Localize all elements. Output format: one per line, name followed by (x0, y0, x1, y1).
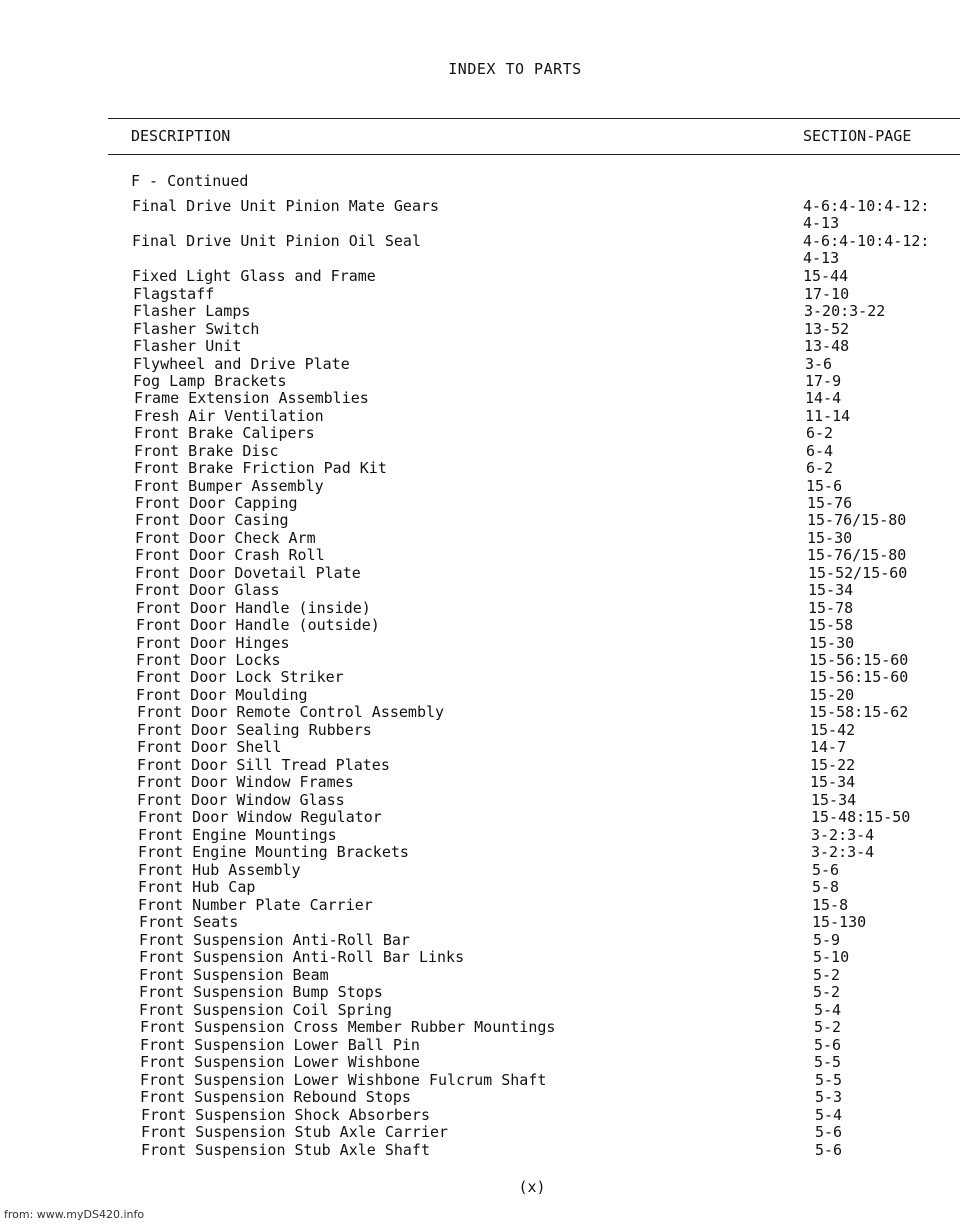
entry-section-page: 15-30 (809, 634, 855, 652)
entry-description: Front Suspension Lower Wishbone (140, 1053, 420, 1071)
entry-description: Fresh Air Ventilation (134, 407, 324, 425)
entry-description: Front Suspension Lower Wishbone Fulcrum Shaft (140, 1071, 547, 1089)
entry-section-page: 15-22 (810, 756, 856, 774)
entry-section-page: 5-2 (813, 966, 841, 984)
entry-description: Front Door Lock Striker (136, 668, 344, 686)
page-number: (x) (518, 1178, 546, 1196)
source-footer: from: www.myDS420.info (4, 1208, 145, 1221)
entry-description: Front Suspension Cross Member Rubber Mountings (140, 1018, 556, 1036)
entry-section-page: 14-7 (810, 738, 847, 756)
entry-section-page: 13-48 (804, 337, 850, 355)
entry-description: Front Brake Calipers (134, 424, 315, 442)
entry-section-page: 5-2 (813, 983, 841, 1001)
entry-description: Final Drive Unit Pinion Mate Gears (132, 197, 440, 215)
entry-description: Front Suspension Anti-Roll Bar Links (139, 948, 465, 966)
entry-section-page: 5-9 (813, 931, 841, 949)
entry-section-page: 5-5 (814, 1053, 842, 1071)
entry-section-page: 15-8 (812, 896, 849, 914)
entry-section-page: 4-6:4-10:4-12: 4-13 (803, 197, 930, 232)
column-header-section-page: SECTION-PAGE (803, 127, 912, 145)
entry-section-page: 17-9 (805, 372, 842, 390)
entry-description: Front Suspension Stub Axle Carrier (141, 1123, 449, 1141)
entry-description: Front Bumper Assembly (134, 477, 324, 495)
entry-description: Final Drive Unit Pinion Oil Seal (132, 232, 421, 250)
entry-description: Front Door Casing (135, 511, 289, 529)
entry-section-page: 6-2 (806, 459, 834, 477)
entry-description: Front Seats (139, 913, 239, 931)
entry-section-page: 3-6 (805, 355, 833, 373)
entry-description: Flasher Unit (133, 337, 242, 355)
entry-section-page: 6-2 (806, 424, 834, 442)
entry-section-page: 5-4 (815, 1106, 843, 1124)
entry-section-page: 15-30 (807, 529, 853, 547)
entry-description: Front Door Handle (outside) (136, 616, 380, 634)
entry-description: Front Door Sill Tread Plates (137, 756, 390, 774)
entry-description: Front Hub Cap (138, 878, 256, 896)
entry-description: Front Number Plate Carrier (138, 896, 373, 914)
entry-section-page: 15-6 (806, 477, 843, 495)
entry-description: Front Suspension Bump Stops (139, 983, 383, 1001)
entry-description: Front Door Window Glass (137, 791, 345, 809)
entry-section-page: 5-3 (815, 1088, 843, 1106)
entry-description: Flywheel and Drive Plate (133, 355, 350, 373)
entry-section-page: 14-4 (805, 389, 842, 407)
entry-section-page: 13-52 (804, 320, 850, 338)
entry-description: Front Door Remote Control Assembly (137, 703, 445, 721)
entry-section-page: 4-6:4-10:4-12: 4-13 (803, 232, 930, 267)
entry-section-page: 15-20 (809, 686, 855, 704)
entry-description: Front Engine Mounting Brackets (138, 843, 409, 861)
entry-section-page: 15-56:15-60 (809, 651, 909, 669)
entry-section-page: 15-56:15-60 (809, 668, 909, 686)
entry-description: Front Door Hinges (136, 634, 290, 652)
entry-description: Flasher Lamps (133, 302, 251, 320)
entry-description: Front Door Window Frames (137, 773, 354, 791)
entry-description: Front Brake Friction Pad Kit (134, 459, 387, 477)
section-label: F - Continued (131, 172, 249, 190)
entry-section-page: 15-76/15-80 (807, 511, 907, 529)
entry-description: Front Door Window Regulator (138, 808, 382, 826)
entry-description: Front Door Locks (136, 651, 281, 669)
entry-section-page: 5-8 (812, 878, 840, 896)
entry-description: Front Suspension Beam (139, 966, 329, 984)
entry-description: Fog Lamp Brackets (133, 372, 287, 390)
entry-description: Front Suspension Anti-Roll Bar (139, 931, 410, 949)
entry-description: Flasher Switch (133, 320, 260, 338)
entry-section-page: 15-34 (810, 773, 856, 791)
entry-section-page: 15-78 (808, 599, 854, 617)
entry-section-page: 3-2:3-4 (811, 843, 875, 861)
page-title: INDEX TO PARTS (448, 60, 582, 78)
entry-section-page: 5-6 (815, 1123, 843, 1141)
entry-section-page: 15-48:15-50 (811, 808, 911, 826)
entry-section-page: 3-2:3-4 (811, 826, 875, 844)
entry-description: Front Suspension Rebound Stops (140, 1088, 411, 1106)
entry-section-page: 5-2 (814, 1018, 842, 1036)
entry-description: Front Suspension Coil Spring (139, 1001, 392, 1019)
entry-description: Front Suspension Lower Ball Pin (140, 1036, 420, 1054)
entry-description: Front Brake Disc (134, 442, 279, 460)
entry-description: Front Door Handle (inside) (136, 599, 371, 617)
entry-description: Front Door Moulding (136, 686, 308, 704)
entry-section-page: 5-6 (815, 1141, 843, 1159)
entry-section-page: 15-34 (811, 791, 857, 809)
entry-description: Front Door Capping (135, 494, 298, 512)
entry-section-page: 5-6 (814, 1036, 842, 1054)
entry-section-page: 3-20:3-22 (804, 302, 886, 320)
entry-description: Front Door Crash Roll (135, 546, 325, 564)
column-header-description: DESCRIPTION (131, 127, 231, 145)
entry-description: Front Suspension Stub Axle Shaft (141, 1141, 430, 1159)
entry-description: Flagstaff (133, 285, 215, 303)
entry-section-page: 15-58:15-62 (809, 703, 909, 721)
entry-section-page: 5-10 (813, 948, 850, 966)
entry-section-page: 15-76/15-80 (807, 546, 907, 564)
entry-section-page: 15-34 (808, 581, 854, 599)
entry-description: Front Door Check Arm (135, 529, 316, 547)
entry-section-page: 5-5 (815, 1071, 843, 1089)
entry-section-page: 15-52/15-60 (808, 564, 908, 582)
entry-description: Front Door Glass (135, 581, 280, 599)
entry-section-page: 5-4 (814, 1001, 842, 1019)
entry-section-page: 15-130 (812, 913, 867, 931)
entry-section-page: 17-10 (804, 285, 850, 303)
entry-description: Front Door Sealing Rubbers (137, 721, 372, 739)
entry-description: Front Door Shell (137, 738, 282, 756)
entry-section-page: 11-14 (805, 407, 851, 425)
entry-section-page: 15-58 (808, 616, 854, 634)
entry-section-page: 15-44 (803, 267, 849, 285)
entry-section-page: 5-6 (812, 861, 840, 879)
entry-description: Front Door Dovetail Plate (135, 564, 361, 582)
entry-description: Fixed Light Glass and Frame (132, 267, 376, 285)
entry-section-page: 6-4 (806, 442, 834, 460)
entry-description: Frame Extension Assemblies (134, 389, 369, 407)
entry-description: Front Suspension Shock Absorbers (141, 1106, 430, 1124)
entry-section-page: 15-76 (807, 494, 853, 512)
entry-description: Front Hub Assembly (138, 861, 301, 879)
entry-section-page: 15-42 (810, 721, 856, 739)
entry-description: Front Engine Mountings (138, 826, 337, 844)
